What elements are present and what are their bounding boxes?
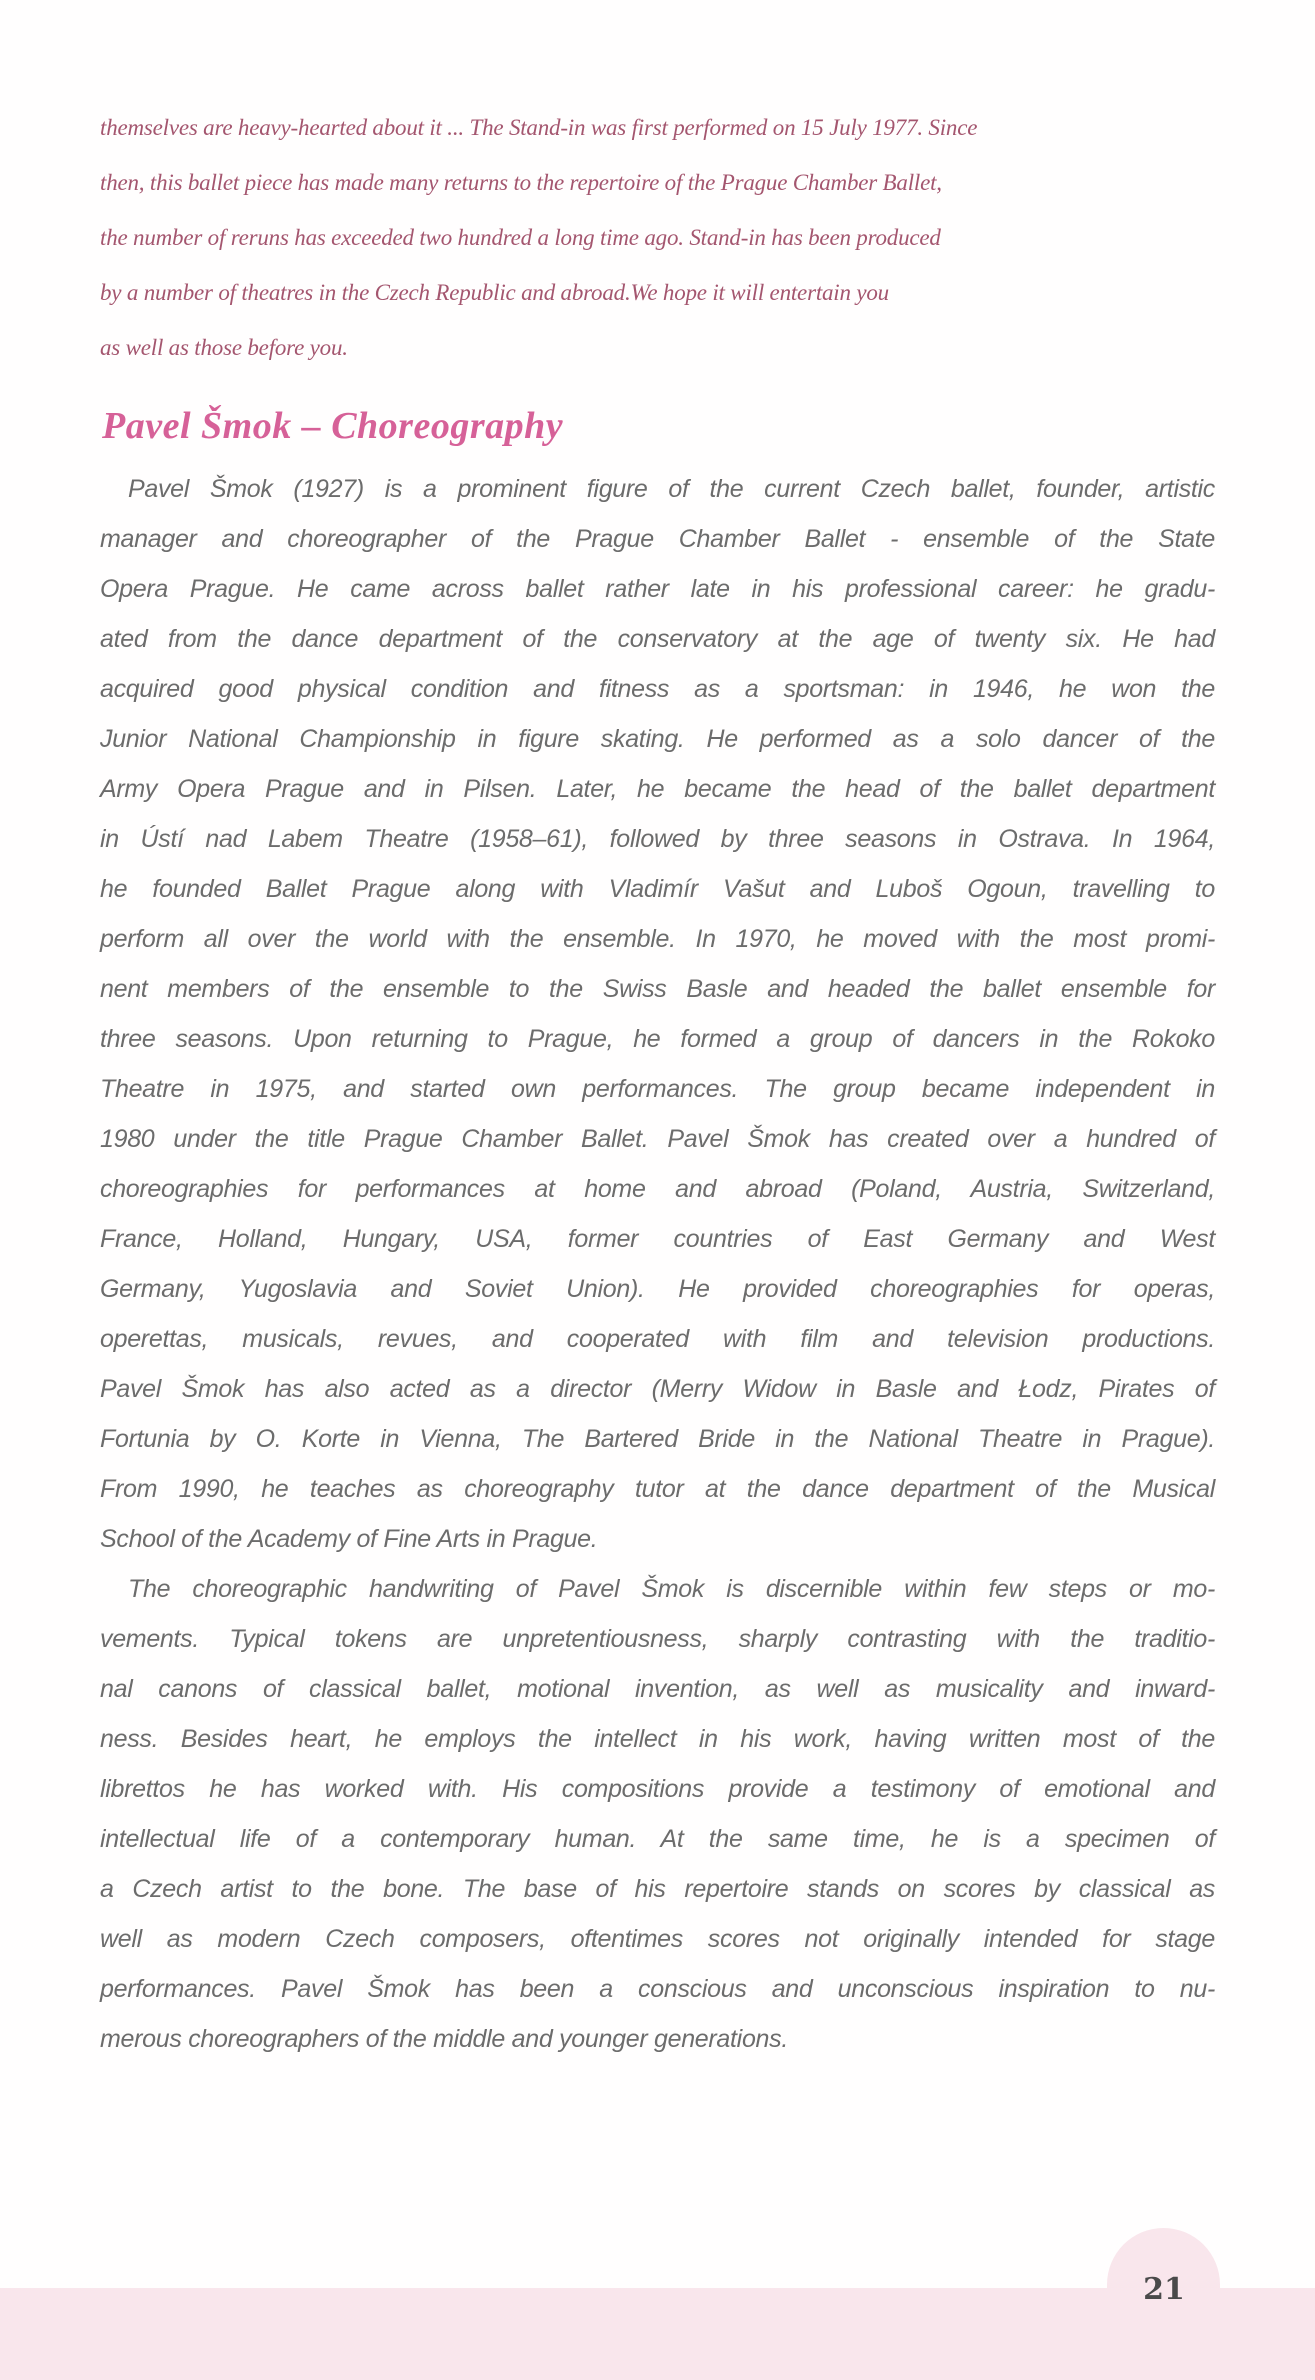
footer-band — [0, 2288, 1315, 2380]
body-column — [100, 464, 1215, 2064]
intro-paragraph: themselves are heavy-hearted about it ... The Stand-in was first performed on 15 July 1977. Since then, this ballet piece has made many returns to the repertoire of the Prague Chamber Ballet, the number of reruns has exceeded two hundred a long time ago. Stand-in has been produced by a number of theatres in the Czech Republic and abroad.We hope it will entertain you as well as those before you. — [100, 115, 978, 360]
section-heading: Pavel Šmok – Choreography — [102, 405, 564, 447]
style-paragraph: The choreographic handwriting of Pavel Šmok is discernible within few steps or mo- vements. Typical tokens are unpretentiousness, sharply contrasting with the traditio- nal canons of classical ballet, motional invention, as well as musicality and inward- ness. Besides heart, he employs the intellect in his work, having written most of the librettos he has worked with. His compositions provide a testimony of emotional and intellectual life of a contemporary human. At the same time, he is a specimen of a Czech artist to the bone. The base of his repertoire stands on scores by classical as well as modern Czech composers, oftentimes scores not originally intended for stage performances. Pavel Šmok has been a conscious and unconscious inspiration to nu- merous choreographers of the middle and younger generations. — [100, 1575, 1215, 2053]
page-number: 21 — [1143, 2272, 1185, 2307]
bio-paragraph: Pavel Šmok (1927) is a prominent figure of the current Czech ballet, founder, artistic manager and choreographer of the Prague Chamber Ballet - ensemble of the State Opera Prague. He came across ballet rather late in his professional career: he gradu- ated from the dance department of the conservatory at the age of twenty six. He had acquired good physical condition and fitness as a sportsman: in 1946, he won the Junior National Championship in figure skating. He performed as a solo dancer of the Army Opera Prague and in Pilsen. Later, he became the head of the ballet department in Ústí nad Labem Theatre (1958–61), followed by three seasons in Ostrava. In 1964, he founded Ballet Prague along with Vladimír Vašut and Luboš Ogoun, travelling to perform all over the world with the ensemble. In 1970, he moved with the most promi- nent members of the ensemble to the Swiss Basle and headed the ballet ensemble for three seasons. Upon returning to Prague, he formed a group of dancers in the Rokoko Theatre in 1975, and started own performances. The group became independent in 1980 under the title Prague Chamber Ballet. Pavel Šmok has created over a hundred of choreographies for performances at home and abroad (Poland, Austria, Switzerland, France, Holland, Hungary, USA, former countries of East Germany and West Germany, Yugoslavia and Soviet Union). He provided choreographies for operas, operettas, musicals, revues, and cooperated with film and television productions. Pavel Šmok has also acted as a director (Merry Widow in Basle and Łodz, Pirates of Fortunia by O. Korte in Vienna, The Bartered Bride in the National Theatre in Prague). From 1990, he teaches as choreography tutor at the dance department of the Musical School of the Academy of Fine Arts in Prague. — [100, 475, 1215, 1553]
